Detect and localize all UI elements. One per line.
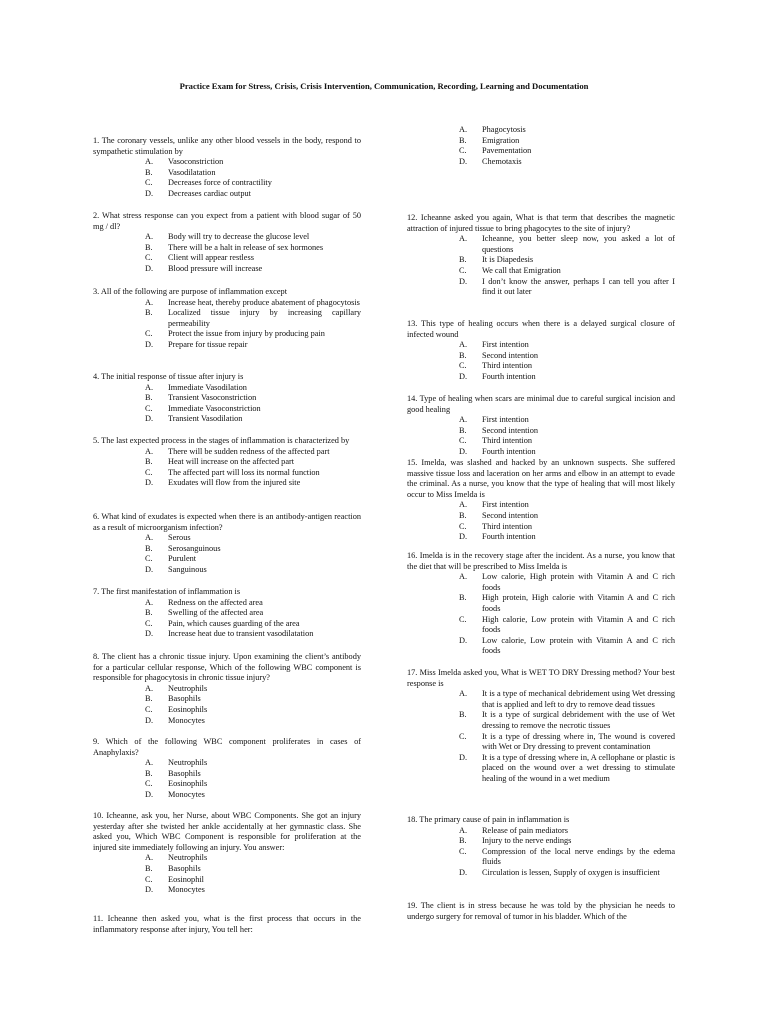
option-letter: D. — [459, 446, 468, 456]
option-text: Neutrophils — [168, 683, 208, 693]
answer-option — [407, 125, 675, 136]
answer-option — [407, 415, 675, 426]
question-stem: 3. All of the following are purpose of inflammation except — [93, 287, 288, 296]
option-text: Low calorie, Low protein with Vitamin A and C rich foods — [482, 635, 675, 656]
answer-option — [93, 885, 361, 896]
option-text: Prepare for tissue repair — [168, 339, 248, 349]
option-text: Fourth intention — [482, 371, 536, 381]
option-text: Injury to the nerve endings — [482, 836, 572, 846]
answer-option — [407, 266, 675, 277]
option-letter: D. — [145, 188, 154, 198]
question-stem: 10. Icheanne, ask you, her Nurse, about WBC Components. She got an injury yesterday after she twisted her ankle accidentally at her gymnastic class. She asked you, Which WBC Component is responsible for proliferation at the injured site immediately following an injury. You answer: — [93, 811, 361, 852]
option-text: Low calorie, High protein with Vitamin A and C rich foods — [482, 572, 675, 592]
option-letter: A. — [145, 683, 154, 693]
option-letter: C. — [145, 253, 153, 263]
option-letter: D. — [145, 629, 154, 639]
answer-option — [407, 234, 675, 255]
option-letter: D. — [459, 867, 468, 877]
option-letter: A. — [459, 415, 468, 425]
answer-option — [407, 500, 675, 511]
answer-option — [407, 532, 675, 543]
option-list — [93, 758, 361, 800]
option-list — [93, 533, 361, 575]
answer-option — [93, 769, 361, 780]
answer-option — [93, 684, 361, 695]
option-text: Eosinophil — [168, 874, 204, 884]
option-list — [407, 689, 675, 784]
option-letter: A. — [459, 125, 468, 134]
option-text: Increase heat due to transient vasodilatation — [168, 629, 314, 639]
option-list — [93, 383, 361, 425]
question-stem: 16. Imelda is in the recovery stage after the incident. As a nurse, you know that the diet that will be prescribed to Miss Imelda is — [407, 551, 675, 571]
option-list — [93, 684, 361, 726]
option-text: Eosinophils — [168, 704, 208, 714]
option-list — [407, 500, 675, 542]
answer-option — [93, 298, 361, 309]
option-letter: D. — [145, 789, 154, 799]
answer-option — [407, 836, 675, 847]
question-stem: 18. The primary cause of pain in inflammation is — [407, 815, 570, 824]
answer-option — [93, 157, 361, 168]
option-text: Swelling of the affected area — [168, 608, 264, 618]
option-letter: B. — [145, 393, 153, 403]
question-stem: 4. The initial response of tissue after injury is — [93, 372, 244, 381]
option-text: Third intention — [482, 361, 533, 371]
option-letter: D. — [459, 371, 468, 381]
option-text: Purulent — [168, 554, 197, 564]
option-letter: D. — [145, 478, 154, 488]
option-list — [407, 572, 675, 657]
option-list — [93, 598, 361, 640]
question-stem: 11. Icheanne then asked you, what is the first process that occurs in the inflammatory response after injury, You tell her: — [93, 914, 361, 934]
option-text: Neutrophils — [168, 853, 208, 863]
answer-option — [93, 554, 361, 565]
option-text: It is Diapedesis — [482, 255, 534, 265]
answer-option — [407, 572, 675, 593]
option-letter: B. — [459, 350, 467, 360]
option-list — [93, 232, 361, 274]
question-stem: 7. The first manifestation of inflammation is — [93, 587, 241, 596]
option-letter: B. — [459, 425, 467, 435]
option-text: Neutrophils — [168, 758, 208, 768]
question-block — [407, 551, 675, 657]
answer-option — [407, 511, 675, 522]
option-text: Serous — [168, 533, 191, 543]
option-text: Heat will increase on the affected part — [168, 457, 295, 467]
option-letter: C. — [145, 329, 153, 339]
option-text: Eosinophils — [168, 779, 208, 789]
option-letter: C. — [145, 874, 153, 884]
question-stem: 19. The client is in stress because he was told by the physician he needs to undergo surgery for removal of tumor in his bladder. Which of the — [407, 901, 675, 921]
answer-option — [93, 178, 361, 189]
option-text: High protein, High calorie with Vitamin A and C rich foods — [482, 593, 675, 613]
answer-option — [93, 694, 361, 705]
option-list — [407, 234, 675, 298]
option-letter: C. — [145, 779, 153, 789]
answer-option — [407, 593, 675, 614]
answer-option — [407, 351, 675, 362]
option-text: Exudates will flow from the injured site — [168, 478, 301, 488]
option-letter: B. — [145, 457, 153, 467]
answer-option — [407, 372, 675, 383]
option-text: It is a type of dressing where in, The wound is covered with Wet or Dry dressing to prevent contamination — [482, 731, 675, 752]
option-text: First intention — [482, 415, 529, 425]
option-text: Increase heat, thereby produce abatement of phagocytosis — [168, 297, 360, 307]
option-letter: A. — [145, 382, 154, 392]
answer-option — [407, 447, 675, 458]
option-letter: A. — [145, 758, 154, 768]
option-text: Decreases cardiac output — [168, 188, 251, 198]
option-text: Pain, which causes guarding of the area — [168, 618, 300, 628]
option-letter: A. — [145, 853, 154, 863]
option-text: It is a type of dressing where in, A cellophane or plastic is placed on the wound over a wet dressing to stimulate healing of the wound in a wet medium — [482, 752, 675, 783]
option-letter: A. — [145, 446, 154, 456]
option-list — [407, 125, 675, 167]
option-text: Monocytes — [168, 885, 205, 895]
option-text: Vasoconstriction — [168, 157, 224, 167]
answer-option — [407, 868, 675, 879]
page-title: Practice Exam for Stress, Crisis, Crisis Intervention, Communication, Recording, Learning and Documentation — [179, 81, 589, 91]
answer-option — [93, 253, 361, 264]
answer-option — [93, 168, 361, 179]
question-stem: 6. What kind of exudates is expected when there is an antibody-antigen reaction as a result of microorganism infection? — [93, 512, 361, 532]
answer-option — [93, 779, 361, 790]
option-letter: B. — [145, 167, 153, 177]
option-text: Icheanne, you better sleep now, you asked a lot of questions — [482, 234, 675, 254]
option-text: Localized tissue injury by increasing capillary permeability — [168, 308, 361, 328]
option-text: Decreases force of contractility — [168, 178, 272, 188]
option-letter: B. — [459, 135, 467, 145]
answer-option — [93, 383, 361, 394]
option-letter: A. — [145, 297, 154, 307]
option-letter: C. — [459, 361, 467, 371]
option-list — [93, 298, 361, 351]
question-block — [407, 319, 675, 383]
answer-option — [93, 404, 361, 415]
option-list — [93, 853, 361, 895]
question-block — [93, 652, 361, 726]
question-block — [93, 737, 361, 801]
option-letter: C. — [459, 614, 467, 624]
option-text: First intention — [482, 340, 529, 350]
answer-option — [407, 146, 675, 157]
option-text: Monocytes — [168, 789, 205, 799]
answer-option — [93, 329, 361, 340]
answer-option — [93, 758, 361, 769]
option-letter: B. — [459, 593, 467, 603]
option-text: Phagocytosis — [482, 125, 526, 134]
option-text: Basophils — [168, 863, 201, 873]
option-letter: B. — [459, 255, 467, 265]
option-text: Pavementation — [482, 146, 532, 156]
option-letter: C. — [459, 846, 467, 856]
option-letter: D. — [459, 532, 468, 542]
option-text: Third intention — [482, 436, 533, 446]
answer-option — [407, 255, 675, 266]
option-letter: D. — [459, 752, 468, 762]
option-letter: B. — [145, 694, 153, 704]
option-list — [407, 340, 675, 382]
option-letter: A. — [145, 232, 154, 242]
option-letter: C. — [145, 403, 153, 413]
option-letter: C. — [459, 265, 467, 275]
answer-option — [93, 565, 361, 576]
option-letter: A. — [145, 533, 154, 543]
question-block — [407, 125, 675, 167]
option-text: Body will try to decrease the glucose level — [168, 232, 310, 242]
option-text: It is a type of mechanical debridement using Wet dressing that is applied and left to dry to remove dead tissues — [482, 689, 675, 709]
answer-option — [93, 457, 361, 468]
answer-option — [93, 340, 361, 351]
question-block — [407, 213, 675, 298]
question-block — [93, 512, 361, 576]
question-stem: 2. What stress response can you expect from a patient with blood sugar of 50 mg / dl? — [93, 211, 361, 231]
answer-option — [93, 232, 361, 243]
answer-option — [407, 826, 675, 837]
option-letter: B. — [145, 308, 153, 318]
question-stem: 8. The client has a chronic tissue injury. Upon examining the client’s antibody for a particular cellular response, Which of the following WBC component is responsible for phagocytosis in chronic tissue injury? — [93, 652, 361, 683]
option-text: There will be sudden redness of the affected part — [168, 446, 330, 456]
answer-option — [93, 243, 361, 254]
option-letter: A. — [459, 234, 468, 244]
answer-option — [93, 864, 361, 875]
option-list — [407, 415, 675, 457]
option-text: Circulation is lessen, Supply of oxygen is insufficient — [482, 867, 660, 877]
question-block — [93, 914, 361, 935]
answer-option — [93, 447, 361, 458]
option-letter: D. — [145, 414, 154, 424]
question-block — [407, 668, 675, 785]
question-stem: 1. The coronary vessels, unlike any other blood vessels in the body, respond to sympathetic stimulation by — [93, 136, 361, 156]
question-stem: 5. The last expected process in the stages of inflammation is characterized by — [93, 436, 350, 445]
question-block — [93, 372, 361, 425]
option-letter: C. — [145, 178, 153, 188]
option-text: Redness on the affected area — [168, 597, 263, 607]
answer-option — [93, 608, 361, 619]
option-text: First intention — [482, 500, 529, 510]
option-letter: D. — [145, 339, 154, 349]
question-stem: 17. Miss Imelda asked you, What is WET TO DRY Dressing method? Your best response is — [407, 668, 675, 688]
answer-option — [93, 598, 361, 609]
question-block — [93, 287, 361, 351]
answer-option — [93, 478, 361, 489]
option-text: Chemotaxis — [482, 156, 522, 166]
option-letter: C. — [145, 467, 153, 477]
answer-option — [407, 710, 675, 731]
option-text: There will be a halt in release of sex hormones — [168, 242, 324, 252]
option-letter: A. — [145, 157, 154, 167]
answer-option — [407, 753, 675, 785]
option-letter: D. — [145, 885, 154, 895]
answer-option — [93, 308, 361, 329]
answer-option — [93, 629, 361, 640]
answer-option — [407, 732, 675, 753]
option-letter: D. — [145, 564, 154, 574]
option-text: Third intention — [482, 521, 533, 531]
option-letter: B. — [459, 510, 467, 520]
answer-option — [407, 426, 675, 437]
answer-option — [407, 361, 675, 372]
answer-option — [93, 619, 361, 630]
option-text: Transient Vasodilation — [168, 414, 243, 424]
option-text: The affected part will loss its normal function — [168, 467, 320, 477]
answer-option — [93, 705, 361, 716]
option-text: Second intention — [482, 425, 538, 435]
option-text: Fourth intention — [482, 446, 536, 456]
option-text: I don’t know the answer, perhaps I can tell you after I find it out later — [482, 276, 675, 297]
answer-option — [93, 853, 361, 864]
option-text: Release of pain mediators — [482, 825, 568, 835]
option-letter: A. — [145, 597, 154, 607]
option-letter: C. — [145, 704, 153, 714]
question-stem: 15. Imelda, was slashed and hacked by an unknown suspects. She suffered massive tissue loss and laceration on her arms and elbow in an attempt to evade the criminal. As a nurse, you know that the type of healing that will most likely occur to Miss Imelda is — [407, 458, 675, 499]
option-text: Second intention — [482, 510, 538, 520]
answer-option — [407, 157, 675, 168]
option-text: Sanguinous — [168, 564, 207, 574]
answer-option — [93, 264, 361, 275]
option-letter: C. — [145, 554, 153, 564]
answer-option — [93, 790, 361, 801]
question-block — [93, 136, 361, 200]
option-letter: C. — [459, 146, 467, 156]
question-block — [93, 211, 361, 275]
option-text: High calorie, Low protein with Vitamin A and C rich foods — [482, 614, 675, 635]
option-letter: A. — [459, 572, 468, 582]
option-letter: D. — [459, 635, 468, 645]
option-text: Fourth intention — [482, 532, 536, 542]
answer-option — [407, 522, 675, 533]
question-block — [407, 394, 675, 458]
option-letter: D. — [145, 263, 154, 273]
option-letter: C. — [459, 436, 467, 446]
option-text: We call that Emigration — [482, 265, 561, 275]
answer-option — [93, 468, 361, 479]
option-letter: D. — [145, 715, 154, 725]
option-text: Serosanguinous — [168, 543, 221, 553]
option-letter: B. — [145, 768, 153, 778]
option-text: Compression of the local nerve endings by the edema fluids — [482, 846, 675, 867]
option-letter: B. — [145, 543, 153, 553]
option-list — [407, 826, 675, 879]
option-letter: A. — [459, 825, 468, 835]
question-stem: 14. Type of healing when scars are minimal due to careful surgical incision and good healing — [407, 394, 675, 414]
answer-option — [93, 875, 361, 886]
option-letter: B. — [459, 710, 467, 720]
answer-option — [93, 393, 361, 404]
answer-option — [93, 544, 361, 555]
option-letter: A. — [459, 689, 468, 699]
option-text: It is a type of surgical debridement with the use of Wet dressing to remove the necrotic tissues — [482, 710, 675, 730]
option-letter: B. — [459, 836, 467, 846]
answer-option — [407, 615, 675, 636]
answer-option — [407, 436, 675, 447]
option-letter: D. — [459, 156, 468, 166]
option-letter: B. — [145, 863, 153, 873]
option-letter: C. — [459, 731, 467, 741]
option-text: Immediate Vasodilation — [168, 382, 247, 392]
answer-option — [93, 189, 361, 200]
option-text: Basophils — [168, 694, 201, 704]
option-text: Protect the issue from injury by producing pain — [168, 329, 325, 339]
answer-option — [407, 136, 675, 147]
question-block — [407, 815, 675, 879]
question-block — [93, 811, 361, 896]
option-letter: B. — [145, 608, 153, 618]
option-list — [93, 447, 361, 489]
option-text: Monocytes — [168, 715, 205, 725]
question-block — [407, 458, 675, 543]
question-stem: 9. Which of the following WBC component proliferates in cases of Anaphylaxis? — [93, 737, 361, 757]
option-letter: B. — [145, 242, 153, 252]
answer-option — [407, 636, 675, 657]
option-text: Transient Vasoconstriction — [168, 393, 257, 403]
option-text: Vasodilatation — [168, 167, 216, 177]
question-block — [407, 901, 675, 922]
question-block — [93, 436, 361, 489]
answer-option — [407, 847, 675, 868]
option-text: Client will appear restless — [168, 253, 254, 263]
option-letter: C. — [145, 618, 153, 628]
option-letter: A. — [459, 500, 468, 510]
question-stem: 12. Icheanne asked you again, What is that term that describes the magnetic attraction of injured tissue to bring phagocytes to the site of injury? — [407, 213, 675, 233]
question-stem: 13. This type of healing occurs when there is a delayed surgical closure of infected wound — [407, 319, 675, 339]
option-text: Blood pressure will increase — [168, 263, 263, 273]
answer-option — [407, 340, 675, 351]
option-text: Basophils — [168, 768, 201, 778]
option-letter: D. — [459, 276, 468, 286]
answer-option — [93, 414, 361, 425]
question-block — [93, 587, 361, 640]
answer-option — [93, 716, 361, 727]
option-text: Emigration — [482, 135, 520, 145]
answer-option — [407, 689, 675, 710]
option-letter: C. — [459, 521, 467, 531]
option-text: Second intention — [482, 350, 538, 360]
answer-option — [93, 533, 361, 544]
option-text: Immediate Vasoconstriction — [168, 403, 261, 413]
option-letter: A. — [459, 340, 468, 350]
option-list — [93, 157, 361, 199]
answer-option — [407, 277, 675, 298]
